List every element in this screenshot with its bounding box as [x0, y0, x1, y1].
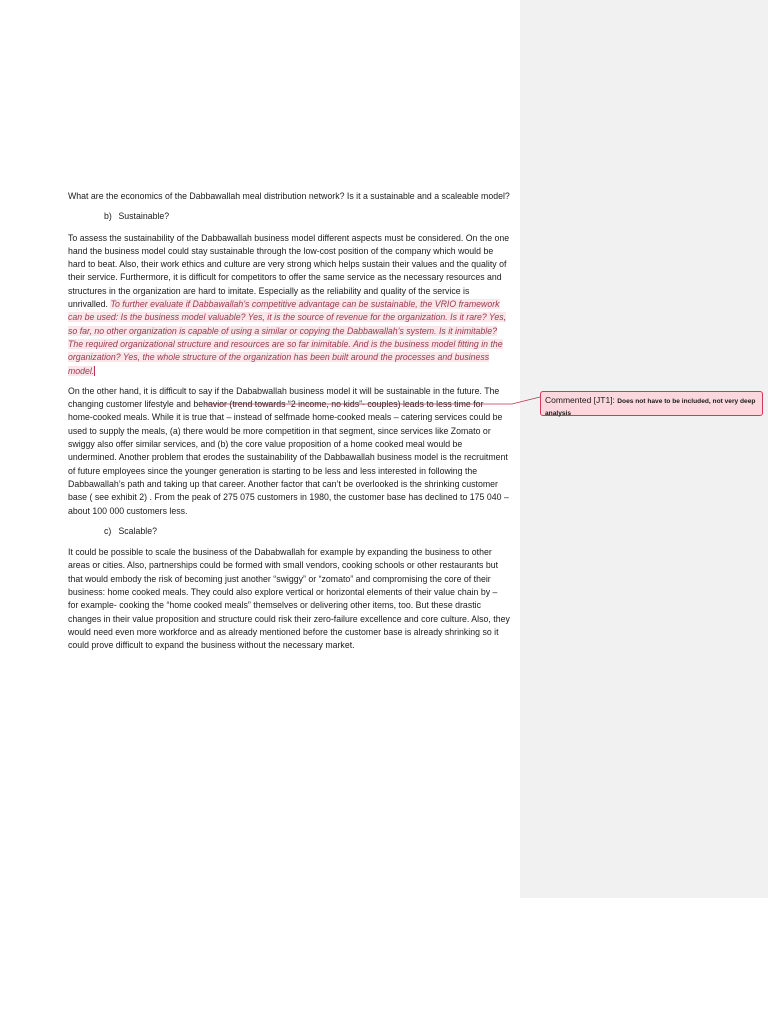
question-paragraph: What are the economics of the Dabbawallah meal distribution network? Is it a sustainable and a scaleable model?: [68, 191, 510, 201]
section-c-label: c): [104, 525, 112, 536]
commented-highlight-text[interactable]: To further evaluate if Dabbawallah’s competitive advantage can be sustainable, the VRIO framework can be used: Is the business model valuable? Yes, it is the source of revenue for the organization. Is it rare? Yes, so far, no other organization is capable of using a similar or copying the Dabbawallah’s system. Is it inimitable? The required organizational structure and resources are so far inimitable. And is the business model fitting in the organization? Yes, the whole structure of the organization has been built around the processes and business model.: [68, 299, 507, 376]
comment-author-label: Commented [JT1]:: [545, 395, 615, 405]
sustainability-text: To assess the sustainability of the Dabbawallah business model different aspects must be considered. On the one hand the business model could stay sustainable through the low-cost position of the company which would be hard to beat. Also, their work ethics and culture are very strong which helps sustain their values and the quality of their service. Furthermore, it is difficult for competitors to offer the same service as the necessary resources and structures in the organization are hard to imitate. Especially as the reliability and quality of the service is unrivalled.: [68, 232, 510, 310]
comment-balloon[interactable]: [540, 391, 763, 416]
section-c-title: Scalable?: [118, 525, 157, 536]
comment-text: Does not have to be included, not very deep analysis: [545, 398, 756, 417]
section-b-label: b): [104, 211, 112, 222]
section-b-title: Sustainable?: [118, 211, 170, 222]
scalability-paragraph: It could be possible to scale the business of the Dababwallah for example by expanding the business to other areas or cities. Also, partnerships could be formed with small vendors, cooking schools or other restaurants but that would embody the risk of becoming just another “swiggy” or “zomato” and compromising the core of their business: home cooked meals. They could also explore vertical or horizontal elements of their value chain by – for example- cooking the “home cooked meals” themselves or delivering other items, too. But these drastic changes in their value proposition and structure could risk their zero-failure excellence and core culture. Also, they would need even more workforce and as already mentioned before the customer base is already shrinking so it could prove difficult to expand the business without the necessary market.: [68, 547, 510, 651]
other-hand-paragraph: On the other hand, it is difficult to say if the Dababwallah business model it will be sustainable in the future. The changing customer lifestyle and behavior (trend towards “2 income, no kids”- couples) leads to less time for home-cooked meals. While it is true that – instead of selfmade home-cooked meals – catering services could be used to supply the meals, (a) there would be more competition in that segment, since services like Zomato or swiggy also offer similar services, and (b) the core value proposition of a home cooked meal would be undermined. Another problem that erodes the sustainability of the Dabbawallah business model is the recruitment of future employees since the younger generation is starting to be less and less interested in following the Dabbawallah’s path and taking up that career. Another factor that can’t be overlooked is the shrinking customer base ( see exhibit 2) . From the peak of 275 075 customers in 1980, the customer base has declined to 175 040 – about 100 000 customers less.: [68, 385, 509, 516]
